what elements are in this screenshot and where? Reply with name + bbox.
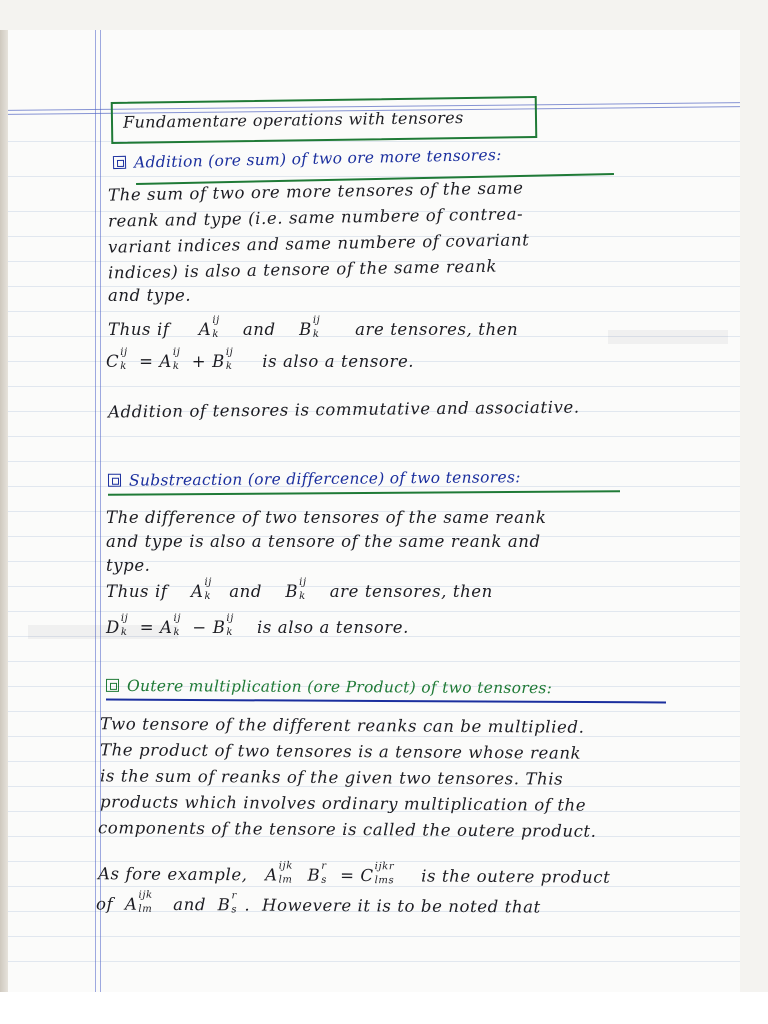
- section-heading-subtraction: [108, 468, 521, 490]
- text-fragment: Thus if: [108, 320, 170, 339]
- body-line: components of the tensore is called the outere product.: [97, 818, 597, 841]
- tensor-indices: [119, 347, 133, 372]
- body-line: and type is also a tensore of the same reank and: [106, 532, 541, 551]
- ruled-line: [8, 176, 740, 177]
- text-fragment: are tensores, then: [329, 582, 493, 601]
- index-lower: k: [312, 329, 320, 340]
- index-lower: k: [120, 361, 127, 372]
- ruled-line: [8, 386, 740, 387]
- index-upper: r: [321, 860, 327, 872]
- page-title: Fundamentare operations with tensores: [122, 108, 464, 132]
- index-lower: s: [231, 904, 238, 916]
- index-upper: ij: [120, 347, 128, 358]
- tensor-indices: [298, 577, 312, 602]
- symbol-A: A: [198, 320, 212, 339]
- ruled-line: [8, 311, 740, 312]
- ruled-line: [8, 736, 740, 737]
- margin-rule: [95, 30, 96, 992]
- math-line: [106, 613, 409, 638]
- tensor-indices: [203, 577, 217, 602]
- index-lower: k: [299, 591, 306, 602]
- text-fragment: is also a tensore.: [256, 618, 409, 637]
- ruled-line: [8, 611, 740, 612]
- index-upper: ij: [299, 577, 307, 588]
- symbol-B: B: [212, 352, 225, 371]
- heading-underline: [106, 699, 666, 704]
- index-upper: ijkr: [374, 861, 395, 873]
- symbol-B: B: [217, 895, 231, 915]
- tensor-indices: [320, 860, 334, 886]
- index-upper: ij: [120, 613, 129, 624]
- index-lower: lms: [374, 875, 395, 887]
- tensor-indices: [312, 315, 326, 340]
- heading-underline: [108, 490, 620, 496]
- page-bottom-margin: [0, 992, 768, 1024]
- plus-sign: +: [191, 352, 207, 371]
- index-lower: k: [173, 627, 181, 638]
- index-upper: r: [231, 890, 237, 902]
- ruled-line: [8, 936, 740, 937]
- index-lower: k: [204, 591, 212, 602]
- ruled-line: [8, 661, 740, 662]
- math-line: of A ijk lm and B r s . Howevere it is to be noted that: [95, 889, 541, 917]
- body-line: reank and type (i.e. same numbere of contrea-: [107, 204, 524, 231]
- body-line: The sum of two ore more tensores of the same: [107, 178, 524, 205]
- body-line: is the sum of reanks of the given two tensores. This: [99, 766, 564, 789]
- ruled-line: [8, 436, 740, 437]
- tensor-indices: [120, 613, 134, 638]
- symbol-C: C: [106, 352, 120, 371]
- index-upper: ijk: [278, 860, 293, 872]
- symbol-B: B: [307, 865, 321, 885]
- text-fragment: and: [242, 320, 276, 339]
- box-bullet-icon: [106, 679, 119, 692]
- tensor-indices: [225, 347, 239, 372]
- body-line: Addition of tensores is commutative and associative.: [107, 397, 580, 422]
- math-line: [106, 347, 415, 372]
- equals-sign: =: [139, 352, 154, 371]
- math-line: [108, 315, 519, 340]
- body-line: variant indices and same numbere of covariant: [107, 230, 530, 257]
- minus-sign: −: [192, 618, 207, 637]
- text-fragment: and: [229, 582, 263, 601]
- index-lower: lm: [278, 874, 293, 886]
- index-upper: ij: [225, 347, 234, 358]
- symbol-A: A: [160, 618, 173, 637]
- index-upper: ij: [172, 347, 181, 358]
- index-upper: ijk: [138, 889, 153, 901]
- math-line: [97, 860, 611, 887]
- equals-sign: =: [139, 618, 155, 637]
- margin-rule: [100, 30, 101, 992]
- tensor-indices: [225, 613, 239, 638]
- index-lower: lm: [138, 903, 153, 915]
- text-fragment: is the outere product: [421, 866, 611, 887]
- bleed-through: [608, 330, 728, 344]
- body-line: indices) is also a tensore of the same reank: [107, 256, 498, 283]
- body-line: Two tensore of the different reanks can be multiplied.: [99, 714, 585, 737]
- body-line: type.: [106, 556, 151, 575]
- text-fragment: Howevere it is to be noted that: [261, 895, 541, 917]
- index-upper: ij: [312, 315, 321, 326]
- symbol-B: B: [212, 618, 226, 637]
- ruled-line: [8, 711, 740, 712]
- tensor-indices: [278, 860, 302, 886]
- text-fragment: are tensores, then: [355, 320, 519, 339]
- text-fragment: and: [173, 894, 207, 915]
- symbol-D: D: [106, 618, 120, 637]
- text-fragment: is also a tensore.: [262, 352, 415, 371]
- body-line: The product of two tensores is a tensore whose reank: [99, 740, 582, 763]
- index-upper: ij: [212, 315, 220, 326]
- box-bullet-icon: [108, 474, 121, 487]
- text-fragment: As fore example,: [97, 864, 248, 885]
- tensor-indices: [374, 861, 404, 887]
- body-line: and type.: [108, 286, 192, 305]
- tensor-indices: [230, 890, 244, 916]
- symbol-A: A: [265, 865, 278, 885]
- index-lower: s: [321, 874, 327, 886]
- tensor-indices: [137, 889, 161, 915]
- text-fragment: Thus if: [106, 582, 168, 601]
- text-fragment: of: [95, 894, 114, 914]
- ruled-line: [8, 461, 740, 462]
- symbol-A: A: [190, 582, 204, 601]
- tensor-indices: [172, 347, 186, 372]
- index-upper: ij: [204, 577, 212, 588]
- heading-text: Outere multiplication (ore Product) of two tensores:: [126, 676, 553, 698]
- symbol-B: B: [285, 582, 299, 601]
- body-line: products which involves ordinary multiplication of the: [99, 792, 587, 815]
- section-heading-addition: [113, 146, 502, 172]
- symbol-A: A: [124, 894, 138, 914]
- tensor-indices: [211, 315, 225, 340]
- heading-text: Substreaction (ore differcence) of two tensores:: [128, 468, 521, 490]
- ruled-line: [8, 961, 740, 962]
- tensor-indices: [173, 613, 187, 638]
- index-lower: k: [120, 627, 128, 638]
- body-line: The difference of two tensores of the same reank: [106, 508, 547, 527]
- section-heading-outer-product: [106, 677, 552, 697]
- index-lower: k: [226, 627, 234, 638]
- notebook-page: [8, 30, 740, 992]
- equals-sign: =: [340, 865, 355, 886]
- index-upper: ij: [226, 613, 234, 624]
- math-line: [106, 577, 493, 602]
- index-upper: ij: [173, 613, 182, 624]
- symbol-A: A: [159, 352, 172, 371]
- index-lower: k: [172, 361, 180, 372]
- title-box: [111, 96, 538, 144]
- symbol-C: C: [360, 866, 374, 886]
- heading-text: Addition (ore sum) of two ore more tensores:: [133, 145, 502, 172]
- index-lower: k: [212, 329, 219, 340]
- symbol-B: B: [299, 320, 312, 339]
- box-bullet-icon: [113, 156, 126, 169]
- index-lower: k: [225, 361, 233, 372]
